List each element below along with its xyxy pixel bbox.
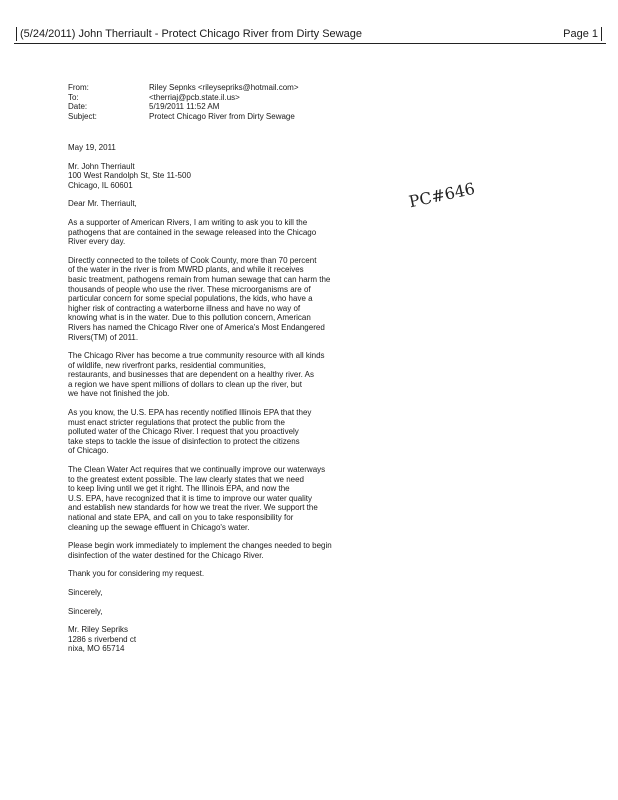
stamp-graphic — [404, 172, 504, 210]
paragraph-line: Sincerely, — [68, 606, 103, 616]
paragraph-line: pathogens that are contained in the sewage released into the Chicago — [68, 227, 317, 237]
meta-label: Subject: — [68, 111, 97, 121]
paragraph-line: thousands of people who use the river. These microorganisms are of — [68, 284, 311, 294]
meta-from-row — [68, 83, 299, 93]
body-paragraph — [68, 218, 358, 247]
paragraph-line: Thank you for considering my request. — [68, 569, 205, 579]
paragraph-line: As you know, the U.S. EPA has recently notified Illinois EPA that they — [68, 408, 312, 418]
letter-body — [68, 143, 358, 663]
meta-date-row — [68, 102, 299, 112]
document-header — [14, 27, 606, 44]
paragraph-line: national and state EPA, and call on you to take responsibility for — [68, 513, 294, 522]
document-title: (5/24/2011) John Therriault - Protect Chicago River from Dirty Sewage — [16, 27, 362, 41]
address-line: 100 West Randolph St, Ste 11-500 — [68, 171, 191, 181]
paragraph-line: River every day. — [68, 237, 126, 247]
paragraph-line: U.S. EPA, have recognized that it is time to improve our water quality — [68, 493, 312, 503]
body-paragraph — [68, 351, 358, 399]
paragraph-line: Sincerely, — [68, 587, 103, 597]
meta-subject-row — [68, 112, 299, 122]
paragraph-line: of the water in the river is from MWRD plants, and while it receives — [68, 265, 304, 275]
paragraph-line: Directly connected to the toilets of Cook County, more than 70 percent — [68, 255, 317, 265]
paragraph-line: basic treatment, pathogens remain from human sewage that can harm the — [68, 274, 331, 284]
meta-to-row — [68, 93, 299, 103]
signature-block — [68, 625, 358, 654]
paragraph-line: a region we have spent millions of dollars to clean up the river, but — [68, 379, 302, 389]
signature-line: Mr. Riley Sepriks — [68, 625, 129, 635]
signature-line: 1286 s riverbend ct — [68, 634, 137, 644]
paragraph-line: to keep living until we get it right. The Illinois EPA, and now the — [68, 484, 290, 494]
meta-value: Protect Chicago River from Dirty Sewage — [149, 111, 295, 121]
paragraph-line: of wildlife, new riverfront parks, residential communities, — [68, 360, 266, 370]
date-line: May 19, 2011 — [68, 143, 116, 152]
address-line: Mr. John Therriault — [68, 161, 135, 171]
meta-label: To: — [68, 92, 79, 102]
handwritten-stamp — [404, 172, 504, 210]
paragraph-line: restaurants, and businesses that are dependent on a healthy river. As — [68, 370, 314, 380]
paragraph-line: higher risk of contracting a waterborne illness and have no way of — [68, 303, 301, 313]
paragraph-line: and establish new standards for how we treat the river. We support the — [68, 503, 318, 513]
paragraph-line: particular concern for some special populations, the kids, who have a — [68, 294, 313, 304]
paragraph-line: As a supporter of American Rivers, I am writing to ask you to kill the — [68, 217, 308, 227]
paragraph-line: to the greatest extent possible. The law clearly states that we need — [68, 474, 304, 484]
recipient-address — [68, 162, 358, 191]
paragraph-line: The Clean Water Act requires that we continually improve our waterways — [68, 465, 326, 475]
address-line: Chicago, IL 60601 — [68, 180, 133, 190]
paragraphs — [68, 218, 358, 616]
paragraph-line: Rivers(TM) of 2011. — [68, 332, 139, 342]
body-paragraph — [68, 541, 358, 560]
body-paragraph — [68, 588, 358, 598]
signature-line: nixa, MO 65714 — [68, 644, 125, 654]
salutation: Dear Mr. Therriault, — [68, 199, 137, 209]
paragraph-line: must enact stricter regulations that protect the public from the — [68, 417, 285, 427]
paragraph-line: disinfection of the water destined for the Chicago River. — [68, 550, 264, 560]
body-paragraph — [68, 256, 358, 342]
paragraph-line: polluted water of the Chicago River. I request that you proactively — [68, 427, 299, 437]
paragraph-line: Please begin work immediately to implement the changes needed to begin — [68, 541, 332, 551]
meta-label: Date: — [68, 102, 88, 112]
paragraph-line: knowing what is in the water. Due to this pollution concern, American — [68, 313, 311, 323]
paragraph-line: we have not finished the job. — [68, 389, 170, 399]
page-number: Page 1 — [563, 27, 602, 41]
paragraph-line: Rivers has named the Chicago River one of America's Most Endangered — [68, 322, 325, 332]
meta-label: From: — [68, 83, 89, 92]
body-paragraph — [68, 569, 358, 579]
paragraph-line: cleaning up the sewage effluent in Chicago's water. — [68, 522, 250, 532]
email-meta — [68, 83, 299, 121]
meta-value: 5/19/2011 11:52 AM — [149, 102, 220, 112]
body-paragraph — [68, 408, 358, 456]
stamp-text: PC#646 — [407, 178, 477, 212]
body-paragraph — [68, 607, 358, 617]
meta-value: Riley Sepnks <rileysepriks@hotmail.com> — [149, 83, 299, 92]
paragraph-line: The Chicago River has become a true community resource with all kinds — [68, 351, 325, 361]
paragraph-line: take steps to tackle the issue of disinfection to protect the citizens — [68, 436, 300, 446]
meta-value: <therriaj@pcb.state.il.us> — [149, 92, 240, 102]
body-paragraph — [68, 465, 358, 532]
paragraph-line: of Chicago. — [68, 446, 109, 456]
